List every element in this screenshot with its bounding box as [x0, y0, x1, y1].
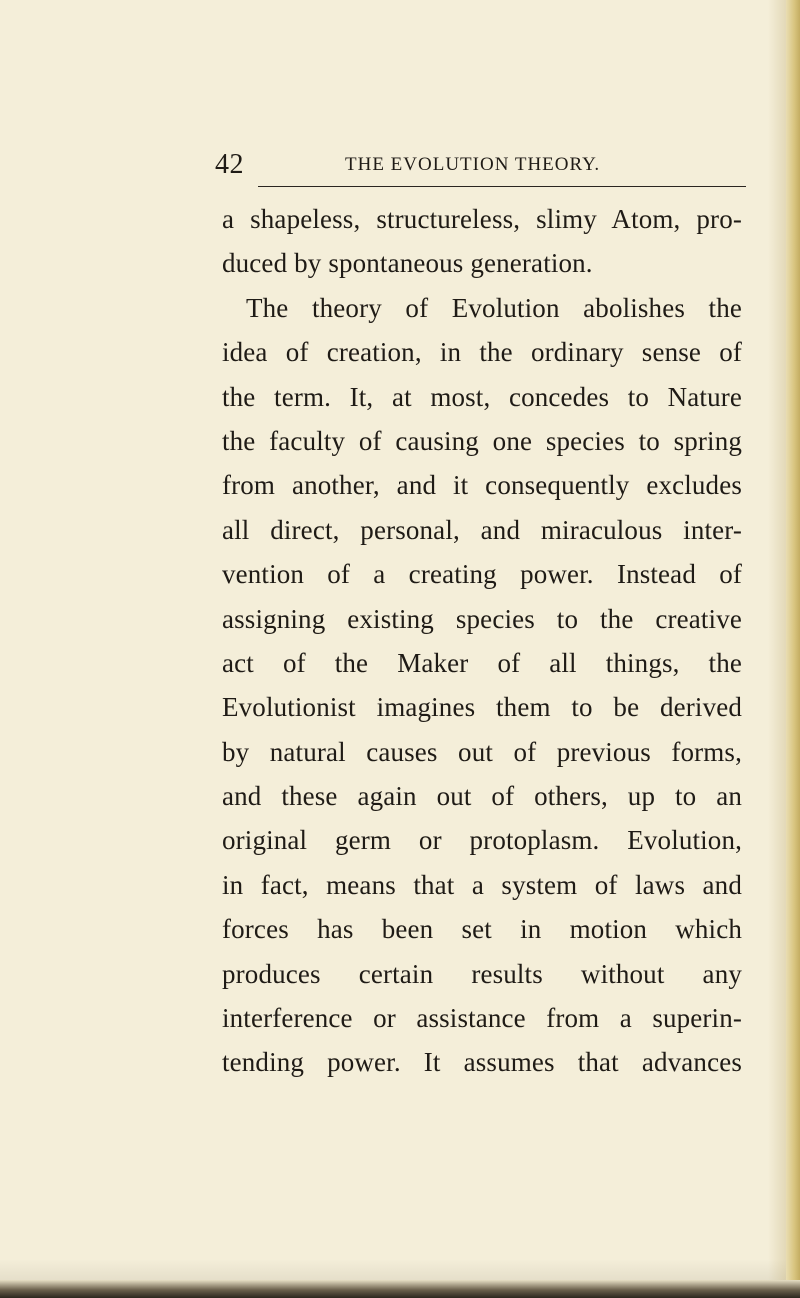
text-line: original germ or protoplasm. Evolution,: [222, 825, 742, 856]
text-line: The theory of Evolution abolishes the: [246, 292, 742, 323]
text-line: the faculty of causing one species to spring: [222, 425, 742, 456]
page-edge-right: [786, 0, 800, 1298]
text-line: tending power. It assumes that advances: [222, 1047, 742, 1078]
text-line: produces certain results without any: [222, 958, 742, 989]
page-header: [215, 150, 745, 180]
text-line: interference or assistance from a superin-: [222, 1003, 742, 1034]
text-line: in fact, means that a system of laws and: [222, 869, 742, 900]
text-line: and these again out of others, up to an: [222, 781, 742, 812]
text-line: vention of a creating power. Instead of: [222, 559, 742, 590]
text-line: the term. It, at most, concedes to Nature: [222, 381, 742, 412]
text-line: all direct, personal, and miraculous inter-: [222, 514, 742, 545]
page-number: 42: [215, 149, 244, 180]
text-line: idea of creation, in the ordinary sense of: [222, 337, 742, 368]
text-line: forces has been set in motion which: [222, 914, 742, 945]
text-line: act of the Maker of all things, the: [222, 647, 742, 678]
text-line: assigning existing species to the creative: [222, 603, 742, 634]
text-line: Evolutionist imagines them to be derived: [222, 692, 742, 723]
body-text: [222, 197, 742, 1085]
running-title: THE EVOLUTION THEORY.: [345, 154, 601, 175]
text-line: from another, and it consequently excludes: [222, 470, 742, 501]
text-line: a shapeless, structureless, slimy Atom, pro-: [222, 204, 742, 234]
text-line: by natural causes out of previous forms,: [222, 736, 742, 767]
header-rule: [258, 186, 746, 187]
text-line: duced by spontaneous generation.: [222, 248, 593, 279]
page-edge-bottom: [0, 1280, 800, 1298]
